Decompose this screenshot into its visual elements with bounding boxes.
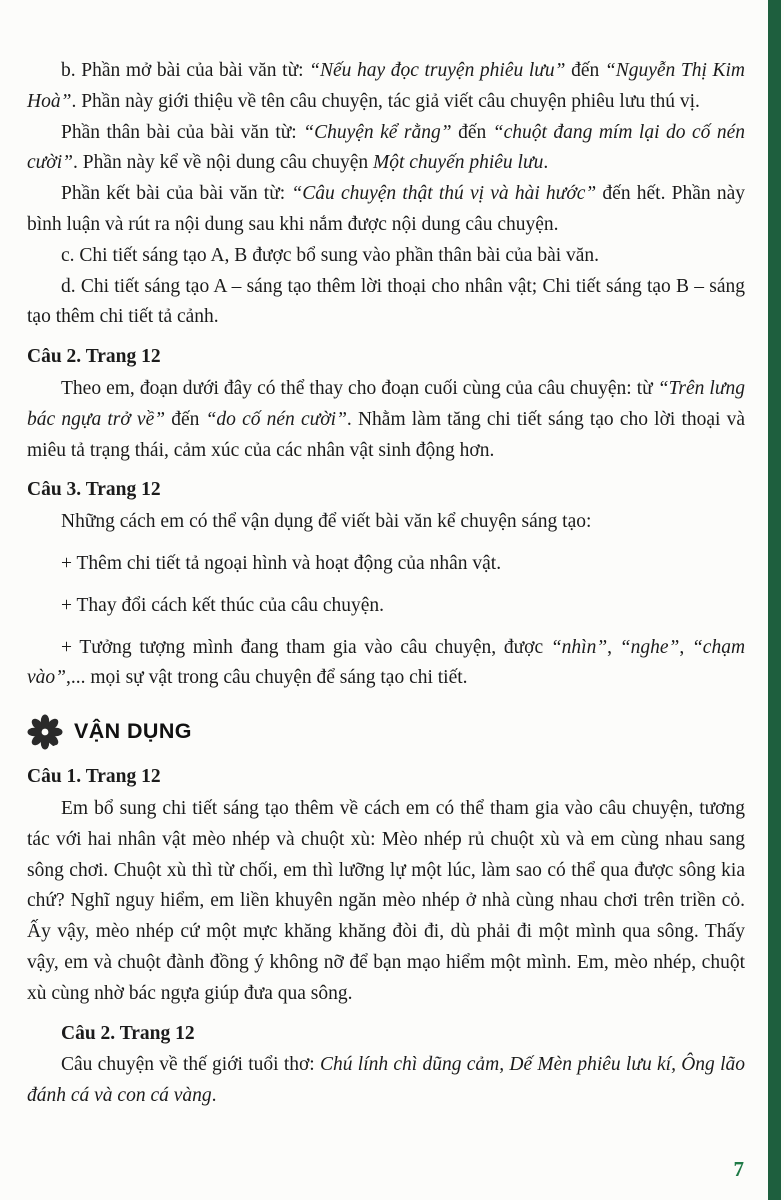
- paragraph-theo-em: [27, 374, 745, 466]
- paragraph-nhung-cach: [27, 507, 745, 538]
- text-segment: “nhìn”: [550, 636, 608, 658]
- heading-cau-2-trang-12: [27, 342, 745, 373]
- page-number: 7: [733, 1157, 744, 1181]
- heading-cau-2-trang-12-vd: [27, 1019, 745, 1050]
- text-segment: + Tưởng tượng mình đang tham gia vào câu chuyện, được: [61, 636, 551, 658]
- text-segment: Câu 3.: [27, 479, 82, 501]
- text-segment: Câu 1.: [27, 766, 82, 788]
- paragraph-than-bai: [27, 118, 745, 180]
- text-segment: “Nếu hay đọc truyện phiêu lưu”: [309, 60, 566, 81]
- text-segment: ,: [607, 636, 620, 658]
- paragraph-tuoi-tho: [27, 1050, 745, 1112]
- page-edge-bar: [768, 0, 781, 1200]
- text-segment: “Chuyện kể rằng”: [303, 121, 452, 143]
- paragraph-ket-bai: [27, 179, 745, 241]
- text-segment: Trang 12: [81, 346, 161, 368]
- text-segment: ,... mọi sự vật trong câu chuyện để sáng tạo chi tiết.: [66, 667, 468, 689]
- text-segment: .: [211, 1085, 217, 1107]
- paragraph-d: [27, 272, 745, 334]
- text-segment: Theo em, đoạn dưới đây có thể thay cho đoạn cuối cùng của câu chuyện: từ: [61, 377, 658, 399]
- text-segment: “Câu chuyện thật thú vị và hài hước”: [291, 183, 597, 205]
- text-segment: Những cách em có thể vận dụng để viết bài văn kể chuyện sáng tạo:: [61, 511, 592, 533]
- text-segment: “chạm vào”: [27, 636, 746, 689]
- text-segment: “do cố nén cười”: [205, 408, 347, 430]
- text-segment: .: [543, 152, 549, 174]
- text-segment: “chuột đang mím lại do cố nén cười”: [27, 121, 746, 174]
- text-segment: Câu 2.: [27, 346, 82, 368]
- paragraph-c: [27, 241, 745, 272]
- bullet-item: [27, 591, 745, 622]
- text-segment: . Nhằm làm tăng chi tiết sáng tạo cho lời thoại và miêu tả trạng thái, cảm xúc của các nhân vật sinh động hơn.: [27, 408, 746, 461]
- section-header-van-dung: [27, 714, 745, 750]
- text-segment: Trang 12: [115, 1022, 195, 1044]
- heading-cau-1-trang-12: [27, 762, 745, 793]
- paragraph-em-bo-sung: [27, 794, 745, 1010]
- text-segment: + Thêm chi tiết tả ngoại hình và hoạt động của nhân vật.: [61, 552, 502, 574]
- text-segment: ,: [679, 636, 692, 658]
- text-segment: “Nguyễn Thị Kim Hoà”: [27, 60, 746, 112]
- section-title: VẬN DỤNG: [74, 719, 192, 744]
- text-segment: đến: [451, 121, 493, 143]
- rosette-gear-icon: [27, 714, 63, 750]
- heading-cau-3-trang-12: [27, 475, 745, 506]
- text-segment: Trang 12: [81, 479, 161, 501]
- paragraph-b: [27, 56, 745, 118]
- text-segment: d. Chi tiết sáng tạo A – sáng tạo thêm lời thoại cho nhân vật; Chi tiết sáng tạo B – sáng tạo thêm chi tiết tả cảnh.: [27, 275, 745, 328]
- text-segment: “Trên lưng bác ngựa trở về”: [27, 377, 745, 430]
- text-segment: Phần thân bài của bài văn từ:: [61, 121, 304, 143]
- bullet-item: [27, 633, 745, 695]
- bullet-item: [27, 549, 745, 580]
- text-segment: + Thay đổi cách kết thúc của câu chuyện.: [61, 594, 385, 616]
- text-segment: đến hết. Phần này bình luận và rút ra nội dung sau khi nắm được nội dung câu chuyện.: [27, 183, 745, 235]
- page-content: [27, 56, 745, 1112]
- text-segment: . Phần này kể về nội dung câu chuyện: [72, 152, 373, 174]
- text-segment: Câu 2.: [61, 1022, 116, 1044]
- text-segment: Một chuyến phiêu lưu: [372, 152, 544, 174]
- text-segment: Em bổ sung chi tiết sáng tạo thêm về cách em có thể tham gia vào câu chuyện, tương tác với hai nhân vật mèo nhép và chuột xù: Mèo nhép rủ chuột xù và em cùng nhau sang sông chơi. Chuột xù thì từ chối, em thì lưỡng lự một lúc, làm sao có thể qua được sông kia chứ? Nghĩ nguy hiểm, em liền khuyên ngăn mèo nhép ở nhà cùng nhau chơi trên triền cỏ. Ấy vậy, mèo nhép cứ một mực khăng khăng đòi đi, dù phải đi một mình qua sông. Thấy vậy, em và chuột đành đồng ý không nỡ để bạn mạo hiểm một mình. Em, mèo nhép, chuột xù cùng nhờ bác ngựa giúp đưa qua sông.: [27, 797, 745, 1004]
- text-segment: đến: [565, 60, 605, 81]
- text-segment: Trang 12: [81, 766, 161, 788]
- text-segment: Chú lính chì dũng cảm, Dế Mèn phiêu lưu kí, Ông lão đánh cá và con cá vàng: [27, 1054, 745, 1107]
- text-segment: . Phần này giới thiệu về tên câu chuyện, tác giả viết câu chuyện phiêu lưu thú vị.: [71, 90, 700, 112]
- text-segment: Câu chuyện về thế giới tuổi thơ:: [61, 1054, 320, 1076]
- text-segment: c. Chi tiết sáng tạo A, B được bổ sung vào phần thân bài của bài văn.: [61, 244, 600, 266]
- text-segment: “nghe”: [619, 636, 680, 658]
- text-segment: đến: [165, 408, 206, 430]
- text-segment: Phần kết bài của bài văn từ:: [61, 183, 292, 205]
- text-segment: b. Phần mở bài của bài văn từ:: [61, 60, 310, 81]
